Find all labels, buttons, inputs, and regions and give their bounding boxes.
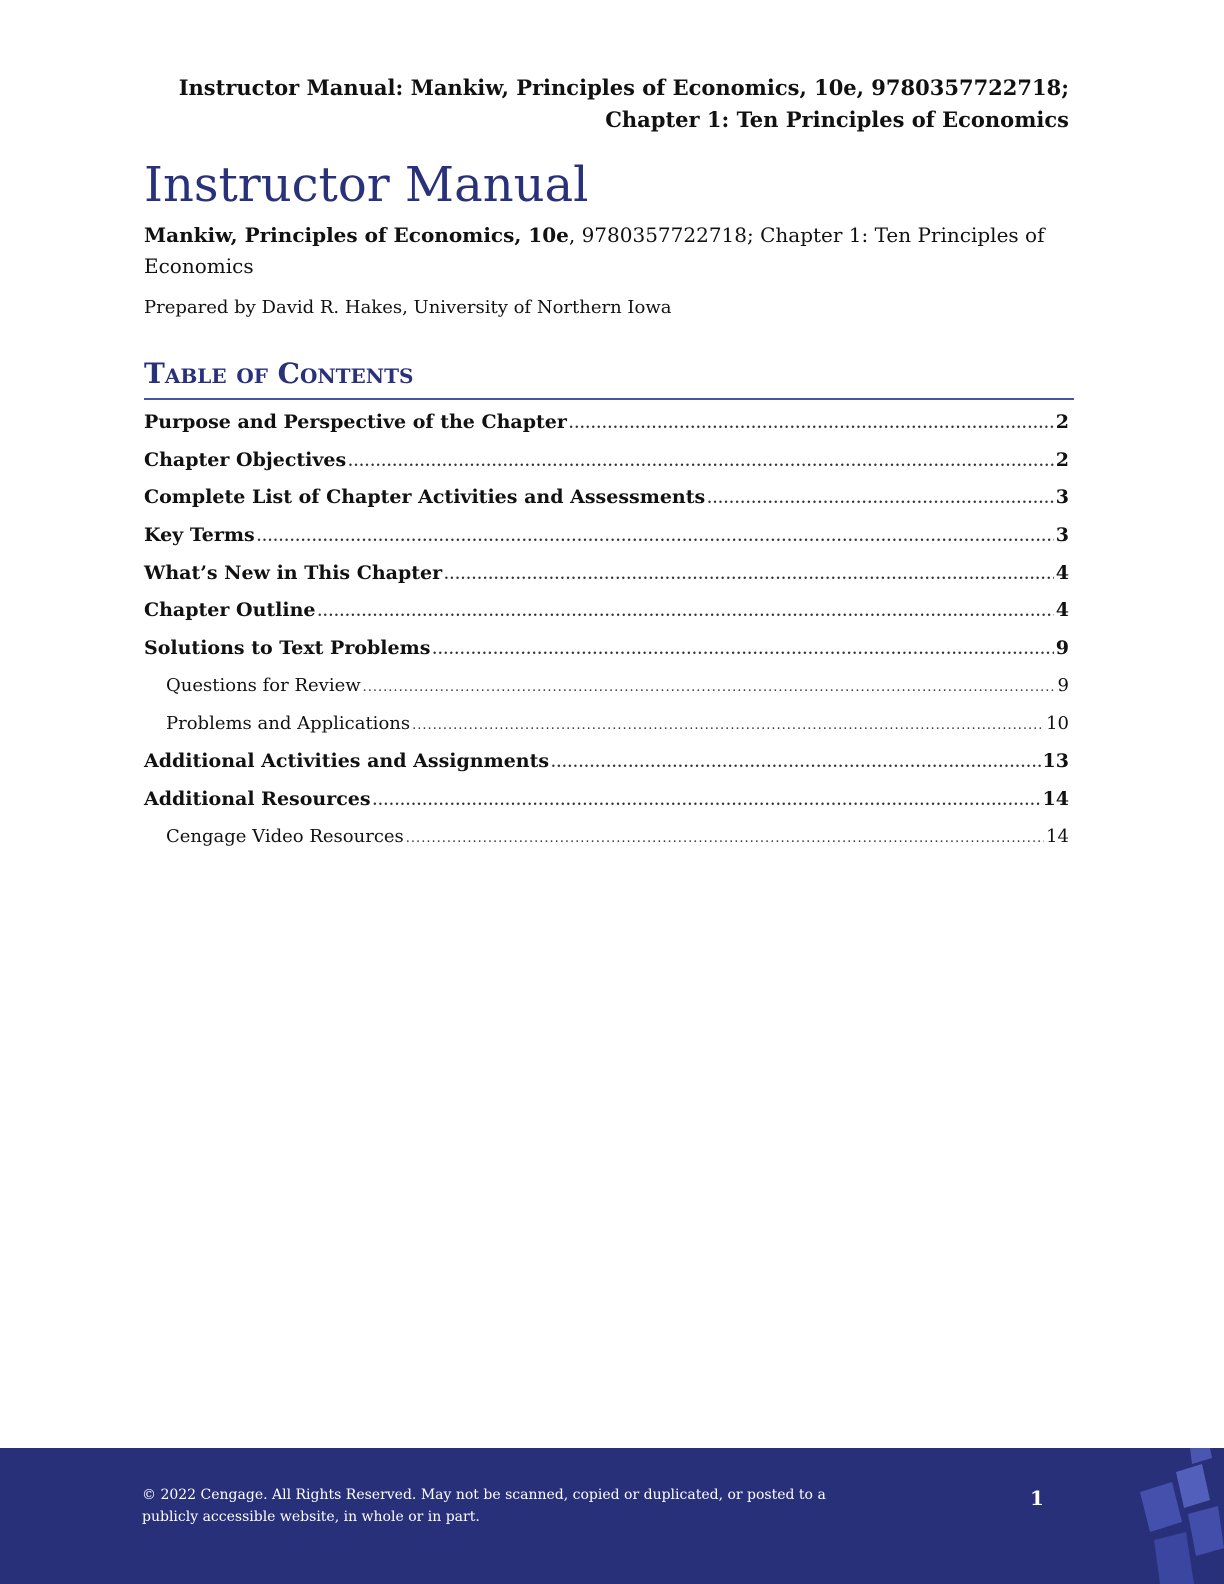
running-header	[109, 72, 1069, 136]
toc-entry[interactable]	[144, 599, 1069, 637]
title-block	[144, 150, 1079, 320]
toc-entry-page: 2	[1055, 448, 1069, 471]
toc-leader-dots	[432, 643, 1053, 658]
toc-leader-dots	[412, 718, 1044, 733]
subtitle-book: Mankiw, Principles of Economics, 10e	[144, 223, 569, 247]
toc-subentry[interactable]	[144, 826, 1069, 864]
toc-entry[interactable]	[144, 637, 1069, 675]
toc-entry-page: 13	[1042, 750, 1069, 773]
toc-leader-dots	[363, 680, 1056, 695]
toc-leader-dots	[569, 417, 1054, 432]
toc-entry-label: Chapter Objectives	[144, 448, 347, 471]
toc-entry-page: 4	[1055, 561, 1069, 584]
toc-entry-page: 3	[1055, 524, 1069, 547]
copyright-notice: © 2022 Cengage. All Rights Reserved. May not be scanned, copied or duplicated, or posted to a publicly accessible website, in whole or in part.	[142, 1487, 826, 1525]
toc-entry-page: 14	[1042, 787, 1069, 810]
toc-entry-label: Solutions to Text Problems	[144, 637, 431, 660]
running-header-line1: Instructor Manual: Mankiw, Principles of Economics, 10e, 9780357722718;	[178, 75, 1069, 100]
toc-entry[interactable]	[144, 562, 1069, 600]
toc-leader-dots	[348, 455, 1054, 470]
toc-entry-label: Complete List of Chapter Activities and Assessments	[144, 486, 706, 509]
toc-leader-dots	[551, 756, 1040, 771]
toc-subentry[interactable]	[144, 675, 1069, 713]
table-of-contents	[144, 411, 1069, 863]
toc-entry-page: 9	[1055, 637, 1069, 660]
page-footer	[0, 1448, 1224, 1584]
toc-entry-label: Cengage Video Resources	[166, 825, 404, 847]
toc-entry-label: Chapter Outline	[144, 599, 316, 622]
toc-entry-page: 2	[1055, 411, 1069, 433]
toc-entry-page: 14	[1046, 825, 1069, 847]
toc-entry[interactable]	[144, 411, 1069, 449]
toc-entry-label: Key Terms	[144, 524, 255, 547]
toc-entry[interactable]	[144, 788, 1069, 826]
toc-entry[interactable]	[144, 486, 1069, 524]
toc-entry-page: 9	[1057, 674, 1069, 696]
toc-entry[interactable]	[144, 524, 1069, 562]
toc-entry-label: What’s New in This Chapter	[144, 561, 443, 584]
toc-entry-label: Questions for Review	[166, 674, 361, 696]
toc-entry[interactable]	[144, 449, 1069, 487]
toc-leader-dots	[373, 794, 1041, 809]
toc-entry-label: Additional Resources	[144, 787, 371, 810]
toc-entry[interactable]	[144, 750, 1069, 788]
toc-entry-page: 3	[1055, 486, 1069, 509]
prepared-by: Prepared by David R. Hakes, University of Northern Iowa	[144, 297, 672, 318]
page-number: 1	[1030, 1486, 1044, 1510]
toc-entry-page: 10	[1046, 712, 1069, 734]
document-subtitle	[144, 220, 1079, 282]
toc-entry-label: Additional Activities and Assignments	[144, 750, 550, 773]
toc-heading: Table of Contents	[144, 352, 1074, 400]
running-header-line2: Chapter 1: Ten Principles of Economics	[605, 107, 1069, 132]
toc-leader-dots	[406, 831, 1044, 846]
toc-subentry[interactable]	[144, 713, 1069, 751]
toc-leader-dots	[707, 492, 1054, 507]
toc-entry-page: 4	[1055, 599, 1069, 622]
cengage-logo-icon	[1130, 1448, 1224, 1584]
toc-leader-dots	[257, 530, 1054, 545]
subtitle-details: , 9780357722718; Chapter 1: Ten Principles of Economics	[144, 223, 1045, 278]
toc-leader-dots	[318, 605, 1054, 620]
toc-leader-dots	[444, 568, 1054, 583]
toc-entry-label: Purpose and Perspective of the Chapter	[144, 411, 567, 433]
toc-entry-label: Problems and Applications	[166, 712, 411, 734]
document-title: Instructor Manual	[144, 157, 589, 213]
